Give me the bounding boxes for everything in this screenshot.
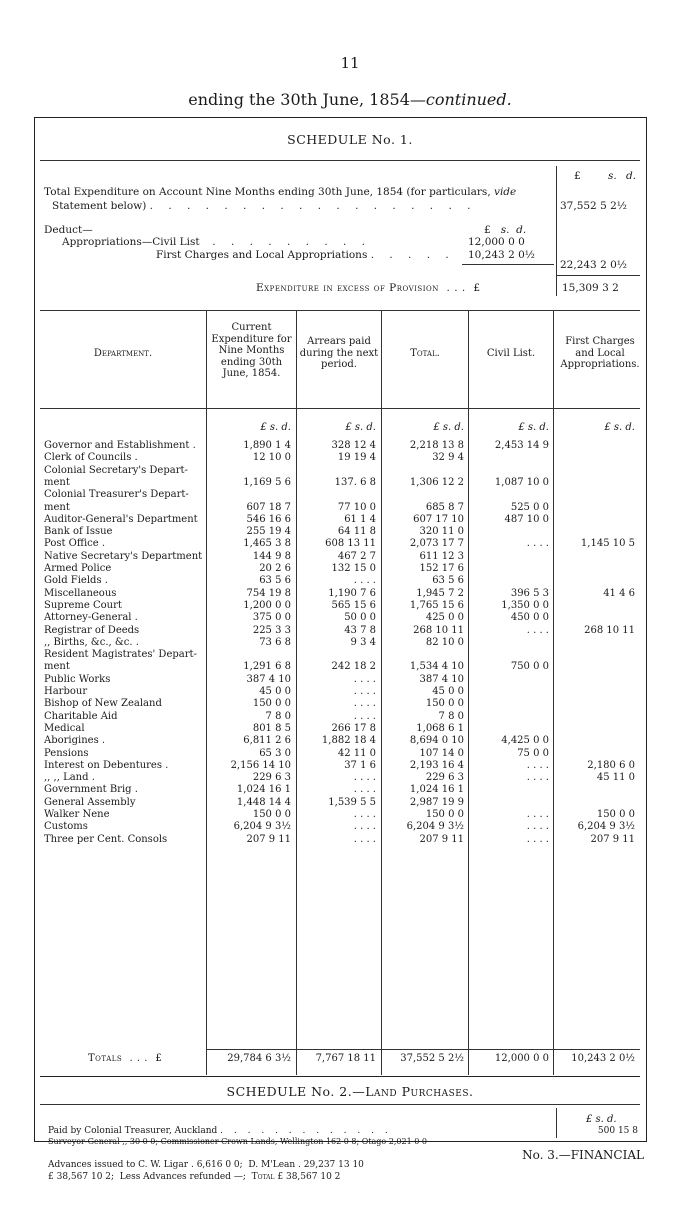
row-current-amount: 1,200 0 0 xyxy=(243,599,291,611)
row-current-amount: 375 0 0 xyxy=(252,612,291,624)
row-arrears-amount: 608 13 11 xyxy=(325,538,376,550)
row-department: Attorney-General . xyxy=(44,612,138,624)
row-arrears-amount: 9 3 4 xyxy=(350,636,376,648)
row-department: Pensions xyxy=(44,747,89,759)
row-total-amount: 611 12 3 xyxy=(419,550,464,562)
row-current-amount: 607 18 7 xyxy=(246,501,291,513)
page-heading xyxy=(0,90,700,109)
row-department: ment xyxy=(44,661,70,673)
row-current-amount: 1,291 6 8 xyxy=(243,661,291,673)
row-total-amount: 1,068 6 1 xyxy=(416,722,464,734)
row-current-amount: 387 4 10 xyxy=(246,673,291,685)
currency-header-col-4: £ s. d. xyxy=(518,422,549,433)
row-department: Gold Fields . xyxy=(44,575,108,587)
row-civil-amount: 396 5 3 xyxy=(510,587,549,599)
table-top-rule xyxy=(40,310,640,311)
total-expenditure-amount: 37,552 5 2½ xyxy=(560,200,627,212)
row-arrears-amount: . . . . xyxy=(353,575,376,587)
row-first-amount: 41 4 6 xyxy=(603,587,635,599)
row-current-amount: 1,890 1 4 xyxy=(243,440,291,451)
schedule2-row-1: Paid by Colonial Treasurer, Auckland . . . . . . . . . . . . . xyxy=(48,1126,392,1136)
row-current-amount: 2,156 14 10 xyxy=(230,759,291,771)
row-total-amount: 207 9 11 xyxy=(419,833,464,845)
row-civil-amount: . . . . xyxy=(526,624,549,636)
totals-civil: 12,000 0 0 xyxy=(494,1053,549,1064)
row-current-amount: 20 2 6 xyxy=(259,563,291,574)
row-total-amount: 268 10 11 xyxy=(413,624,464,636)
total-expenditure-line2: Statement below) . . . . . . . . . . . . . . . . . . xyxy=(52,200,477,212)
row-current-amount: 229 6 3 xyxy=(252,772,291,784)
header-total: Total. xyxy=(410,348,440,359)
row-civil-amount: . . . . xyxy=(526,809,549,820)
row-total-amount: 2,218 13 8 xyxy=(409,440,464,451)
row-total-amount: 63 5 6 xyxy=(432,575,464,587)
row-current-amount: 1,024 16 1 xyxy=(236,784,291,796)
row-department: Public Works xyxy=(44,673,111,685)
schedule1-bottom-rule xyxy=(40,1076,640,1077)
currency-header-col-3: £ s. d. xyxy=(433,422,464,433)
row-arrears-amount: . . . . xyxy=(353,809,376,820)
row-department: Native Secretary's Department xyxy=(44,550,203,562)
row-civil-amount: . . . . xyxy=(526,772,549,784)
row-arrears-amount: . . . . xyxy=(353,698,376,710)
row-total-amount: 2,073 17 7 xyxy=(409,538,464,550)
row-arrears-amount: 42 11 0 xyxy=(337,747,376,759)
row-current-amount: 63 5 6 xyxy=(259,575,291,587)
row-arrears-amount: . . . . xyxy=(353,673,376,685)
header-department: Department. xyxy=(93,348,153,359)
first-charges-label: First Charges and Local Appropriations . . . . . xyxy=(156,249,455,261)
summary-currency-pence: d. xyxy=(626,170,637,182)
row-first-amount: 6,204 9 3½ xyxy=(577,821,635,833)
row-first-amount: 45 11 0 xyxy=(596,772,635,784)
row-department: Supreme Court xyxy=(44,599,122,611)
schedule2-rule xyxy=(40,1104,640,1105)
row-total-amount: 107 14 0 xyxy=(419,747,464,759)
row-department: Government Brig . xyxy=(44,784,138,796)
row-current-amount: 144 9 8 xyxy=(252,550,291,562)
page-number: 11 xyxy=(340,54,360,72)
row-current-amount: 546 16 6 xyxy=(246,513,291,525)
row-arrears-amount: . . . . xyxy=(353,710,376,722)
row-civil-amount: . . . . xyxy=(526,833,549,845)
row-arrears-amount: 266 17 8 xyxy=(331,722,376,734)
row-civil-amount: 750 0 0 xyxy=(510,661,549,673)
row-department: Governor and Establishment . xyxy=(44,440,196,451)
total-expenditure-line1: Total Expenditure on Account Nine Months ending 30th June, 1854 (for particulars, vide xyxy=(44,186,517,198)
row-department: ,, ,, Land . xyxy=(44,772,95,784)
summary-column-rule xyxy=(556,166,557,296)
row-total-amount: 1,306 12 2 xyxy=(409,476,464,488)
header-bottom-rule xyxy=(40,408,640,409)
row-civil-amount: 1,350 0 0 xyxy=(501,599,549,611)
row-department: Medical xyxy=(44,722,85,734)
row-civil-amount: 75 0 0 xyxy=(517,747,549,759)
row-current-amount: 1,169 5 6 xyxy=(243,476,291,488)
row-total-amount: 1,765 15 6 xyxy=(409,599,464,611)
row-civil-amount: 450 0 0 xyxy=(510,612,549,624)
row-department: ment xyxy=(44,476,70,488)
row-total-amount: 1,945 7 2 xyxy=(416,587,464,599)
totals-total: 37,552 5 2½ xyxy=(400,1053,464,1064)
row-civil-amount: 4,425 0 0 xyxy=(501,735,549,747)
row-total-amount: 150 0 0 xyxy=(425,698,464,710)
row-department: Customs xyxy=(44,821,88,833)
row-department: Auditor-General's Department xyxy=(44,513,198,525)
row-arrears-amount: 50 0 0 xyxy=(344,612,376,624)
row-total-amount: 1,534 4 10 xyxy=(409,661,464,673)
row-department: ,, Births, &c., &c. . xyxy=(44,636,139,648)
schedule1-title: SCHEDULE No. 1. xyxy=(287,132,413,147)
row-total-amount: 607 17 10 xyxy=(413,513,464,525)
row-first-amount: 268 10 11 xyxy=(584,624,635,636)
row-department: Harbour xyxy=(44,686,88,697)
row-civil-amount: 525 0 0 xyxy=(510,501,549,513)
row-arrears-amount: 19 19 4 xyxy=(337,452,376,464)
row-current-amount: 6,811 2 6 xyxy=(243,735,291,747)
row-arrears-amount: 1,539 5 5 xyxy=(328,796,376,808)
row-arrears-amount: 132 15 0 xyxy=(331,563,376,574)
row-civil-amount: . . . . xyxy=(526,759,549,771)
row-arrears-amount: . . . . xyxy=(353,833,376,845)
row-department: Interest on Debentures . xyxy=(44,759,169,771)
row-current-amount: 12 10 0 xyxy=(252,452,291,464)
row-current-amount: 1,465 3 8 xyxy=(243,538,291,550)
row-total-amount: 8,694 0 10 xyxy=(409,735,464,747)
row-total-amount: 45 0 0 xyxy=(432,686,464,697)
row-department: General Assembly xyxy=(44,796,136,808)
totals-first: 10,243 2 0½ xyxy=(571,1053,635,1064)
row-arrears-amount: 1,190 7 6 xyxy=(328,587,376,599)
row-arrears-amount: . . . . xyxy=(353,772,376,784)
col-rule-5 xyxy=(553,310,554,1075)
row-current-amount: 65 3 0 xyxy=(259,747,291,759)
row-department: Miscellaneous xyxy=(44,587,117,599)
excess-label: Expenditure in excess of Provision . . . £ xyxy=(256,282,481,294)
row-civil-amount: 487 10 0 xyxy=(504,513,549,525)
row-current-amount: 45 0 0 xyxy=(259,686,291,697)
row-total-amount: 229 6 3 xyxy=(425,772,464,784)
row-arrears-amount: 64 11 8 xyxy=(337,526,376,538)
row-department: Charitable Aid xyxy=(44,710,118,722)
schedule2-row-1-amount: 500 15 8 xyxy=(597,1126,638,1136)
row-current-amount: 801 8 5 xyxy=(252,722,291,734)
row-civil-amount: 2,453 14 9 xyxy=(494,440,549,451)
row-civil-amount: . . . . xyxy=(526,538,549,550)
row-current-amount: 207 9 11 xyxy=(246,833,291,845)
row-current-amount: 6,204 9 3½ xyxy=(233,821,291,833)
row-arrears-amount: . . . . xyxy=(353,686,376,697)
header-arrears: Arrears paid during the next period. xyxy=(299,336,379,370)
row-arrears-amount: . . . . xyxy=(353,784,376,796)
row-department: Colonial Treasurer's Depart- xyxy=(44,489,189,501)
schedule2-subtotal: £ 38,567 10 2; Less Advances refunded —; Total £ 38,567 10 2 xyxy=(48,1172,341,1182)
row-current-amount: 1,448 14 4 xyxy=(236,796,291,808)
schedule2-currency-header: £ s. d. xyxy=(586,1114,617,1125)
schedule2-row-2: Surveyor-General ,, 30 0 0; Commissioner Crown Lands, Wellington 162 0 8; Otago 2,021 0 0 xyxy=(48,1137,427,1146)
row-civil-amount: . . . . xyxy=(526,821,549,833)
header-civil-list: Civil List. xyxy=(486,348,536,359)
totals-current: 29,784 6 3½ xyxy=(227,1053,291,1064)
row-department: ment xyxy=(44,501,70,513)
row-arrears-amount: 137. 6 8 xyxy=(334,476,376,488)
row-arrears-amount: 242 18 2 xyxy=(331,661,376,673)
row-total-amount: 32 9 4 xyxy=(432,452,464,464)
currency-header-col-5: £ s. d. xyxy=(604,422,635,433)
row-current-amount: 754 19 8 xyxy=(246,587,291,599)
summary-currency-shillings: s. xyxy=(608,170,617,182)
row-total-amount: 425 0 0 xyxy=(425,612,464,624)
subtotal-rule xyxy=(556,275,640,276)
header-current: Current Expenditure for Nine Months ending 30th June, 1854. xyxy=(211,322,292,379)
deduct-underline xyxy=(462,264,554,265)
row-department: Armed Police xyxy=(44,563,112,574)
row-first-amount: 2,180 6 0 xyxy=(587,759,635,771)
row-arrears-amount: 37 1 6 xyxy=(344,759,376,771)
row-total-amount: 7 8 0 xyxy=(438,710,464,722)
row-total-amount: 2,193 16 4 xyxy=(409,759,464,771)
row-department: Aborigines . xyxy=(44,735,106,747)
row-total-amount: 387 4 10 xyxy=(419,673,464,685)
row-department: Three per Cent. Consols xyxy=(44,833,168,845)
row-total-amount: 1,024 16 1 xyxy=(409,784,464,796)
row-total-amount: 150 0 0 xyxy=(425,809,464,820)
row-department: Colonial Secretary's Depart- xyxy=(44,464,188,476)
row-first-amount: 150 0 0 xyxy=(596,809,635,820)
totals-label: Totals . . . £ xyxy=(88,1053,163,1064)
row-total-amount: 685 8 7 xyxy=(425,501,464,513)
summary-currency-pounds: £ xyxy=(574,170,581,182)
row-department: Resident Magistrates' Depart- xyxy=(44,649,197,661)
row-total-amount: 2,987 19 9 xyxy=(409,796,464,808)
row-department: Bishop of New Zealand xyxy=(44,698,162,710)
totals-arrears: 7,767 18 11 xyxy=(315,1053,376,1064)
civil-list-label: Appropriations—Civil List . . . . . . . . . xyxy=(62,236,372,248)
row-total-amount: 320 11 0 xyxy=(419,526,464,538)
row-department: Registrar of Deeds xyxy=(44,624,140,636)
deduct-label: Deduct— xyxy=(44,224,93,236)
heading-text: ending the 30th June, 1854 xyxy=(188,90,410,109)
row-current-amount: 255 19 4 xyxy=(246,526,291,538)
row-arrears-amount: 1,882 18 4 xyxy=(321,735,376,747)
schedule2-row-5: Advances issued to C. W. Ligar . 6,616 0 0; D. M'Lean . 29,237 13 10 xyxy=(48,1160,364,1170)
row-first-amount: 1,145 10 5 xyxy=(580,538,635,550)
row-arrears-amount: 467 2 7 xyxy=(337,550,376,562)
row-current-amount: 150 0 0 xyxy=(252,698,291,710)
row-department: Bank of Issue xyxy=(44,526,113,538)
row-department: Walker Nene xyxy=(44,809,110,820)
row-arrears-amount: 328 12 4 xyxy=(331,440,376,451)
row-total-amount: 82 10 0 xyxy=(425,636,464,648)
row-department: Post Office . xyxy=(44,538,106,550)
row-current-amount: 7 8 0 xyxy=(265,710,291,722)
row-current-amount: 225 3 3 xyxy=(252,624,291,636)
totals-top-rule xyxy=(206,1049,640,1050)
row-civil-amount: 1,087 10 0 xyxy=(494,476,549,488)
row-current-amount: 73 6 8 xyxy=(259,636,291,648)
row-arrears-amount: . . . . xyxy=(353,821,376,833)
schedule1-rule xyxy=(40,160,640,161)
schedule2-amount-rule xyxy=(556,1108,557,1138)
row-total-amount: 6,204 9 3½ xyxy=(406,821,464,833)
first-charges-amount: 10,243 2 0½ xyxy=(468,249,535,261)
footer-catchword: No. 3.—FINANCIAL xyxy=(522,1148,644,1162)
row-arrears-amount: 61 1 4 xyxy=(344,513,376,525)
row-arrears-amount: 43 7 8 xyxy=(344,624,376,636)
civil-list-amount: 12,000 0 0 xyxy=(468,236,525,248)
header-first-charges: First Charges and Local Appropriations. xyxy=(560,336,640,370)
row-arrears-amount: 77 10 0 xyxy=(337,501,376,513)
currency-header-col-2: £ s. d. xyxy=(345,422,376,433)
deduct-currency: £ s. d. xyxy=(484,224,527,236)
excess-amount: 15,309 3 2 xyxy=(562,282,619,294)
row-total-amount: 152 17 6 xyxy=(419,563,464,574)
row-arrears-amount: 565 15 6 xyxy=(331,599,376,611)
deduct-subtotal: 22,243 2 0½ xyxy=(560,259,627,271)
currency-header-col-1: £ s. d. xyxy=(260,422,291,433)
row-department: Clerk of Councils . xyxy=(44,452,138,464)
heading-suffix: —continued. xyxy=(409,90,512,109)
schedule2-title: SCHEDULE No. 2.—Land Purchases. xyxy=(226,1084,474,1099)
row-current-amount: 150 0 0 xyxy=(252,809,291,820)
row-first-amount: 207 9 11 xyxy=(590,833,635,845)
